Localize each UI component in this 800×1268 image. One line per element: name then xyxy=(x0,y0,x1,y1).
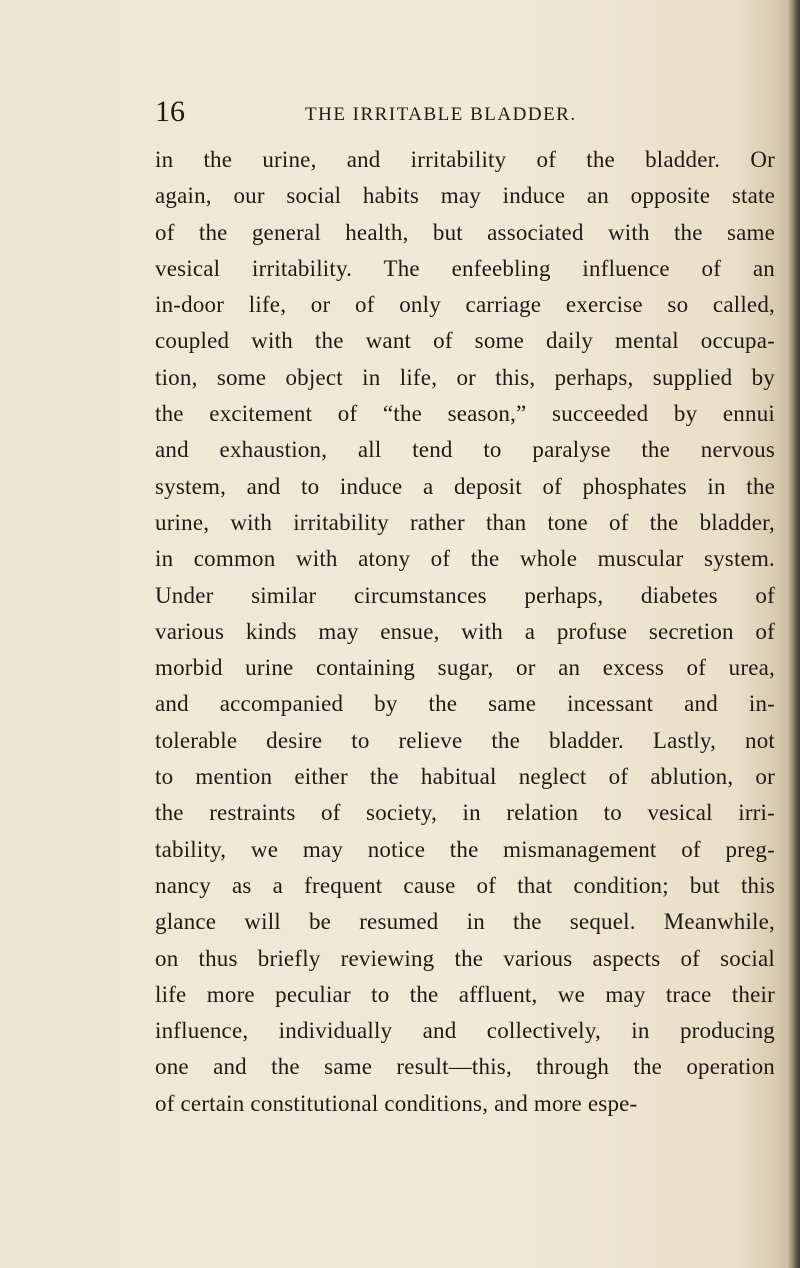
text-line: life more peculiar to the affluent, we may trace their xyxy=(155,981,775,1007)
text-line: in the urine, and irritability of the bladder. Or xyxy=(155,147,775,172)
text-line: and accompanied by the same incessant and in- xyxy=(155,691,775,717)
text-line: glance will be resumed in the sequel. Meanwhile, xyxy=(155,909,775,935)
text-line: of certain constitutional conditions, and more espe- xyxy=(155,1090,638,1116)
page-number: 16 xyxy=(155,95,185,128)
text-line: on thus briefly reviewing the various aspects of social xyxy=(155,945,775,971)
text-line: various kinds may ensue, with a profuse secretion of xyxy=(155,618,775,644)
text-line: morbid urine containing sugar, or an excess of urea, xyxy=(155,655,775,681)
body-text xyxy=(155,142,775,1122)
text-line: again, our social habits may induce an opposite state xyxy=(155,183,775,209)
text-line: one and the same result—this, through the operation xyxy=(155,1054,775,1080)
text-line: in common with atony of the whole muscular system. xyxy=(155,546,775,572)
text-line: tolerable desire to relieve the bladder. Lastly, not xyxy=(155,727,775,753)
text-line: in-door life, or of only carriage exercise so called, xyxy=(155,292,775,318)
text-line: coupled with the want of some daily mental occupa- xyxy=(155,328,775,354)
text-line: urine, with irritability rather than tone of the bladder, xyxy=(155,509,775,535)
text-line: Under similar circumstances perhaps, diabetes of xyxy=(155,582,775,608)
running-head xyxy=(0,96,800,136)
text-line: tion, some object in life, or this, perhaps, supplied by xyxy=(155,364,775,390)
text-line: system, and to induce a deposit of phosphates in the xyxy=(155,473,775,499)
page-edge-shadow xyxy=(786,0,800,1268)
text-line: vesical irritability. The enfeebling influence of an xyxy=(155,255,775,281)
text-line: and exhaustion, all tend to paralyse the nervous xyxy=(155,437,775,463)
text-line: tability, we may notice the mismanagement of preg- xyxy=(155,836,775,862)
text-line: to mention either the habitual neglect of ablution, or xyxy=(155,764,775,790)
text-line: of the general health, but associated with the same xyxy=(155,219,775,245)
text-line: the restraints of society, in relation to vesical irri- xyxy=(155,800,775,826)
text-line: the excitement of “the season,” succeeded by ennui xyxy=(155,401,775,427)
text-line: nancy as a frequent cause of that condition; but this xyxy=(155,872,775,898)
running-title: THE IRRITABLE BLADDER. xyxy=(305,104,577,125)
text-line: influence, individually and collectively, in producing xyxy=(155,1018,775,1044)
